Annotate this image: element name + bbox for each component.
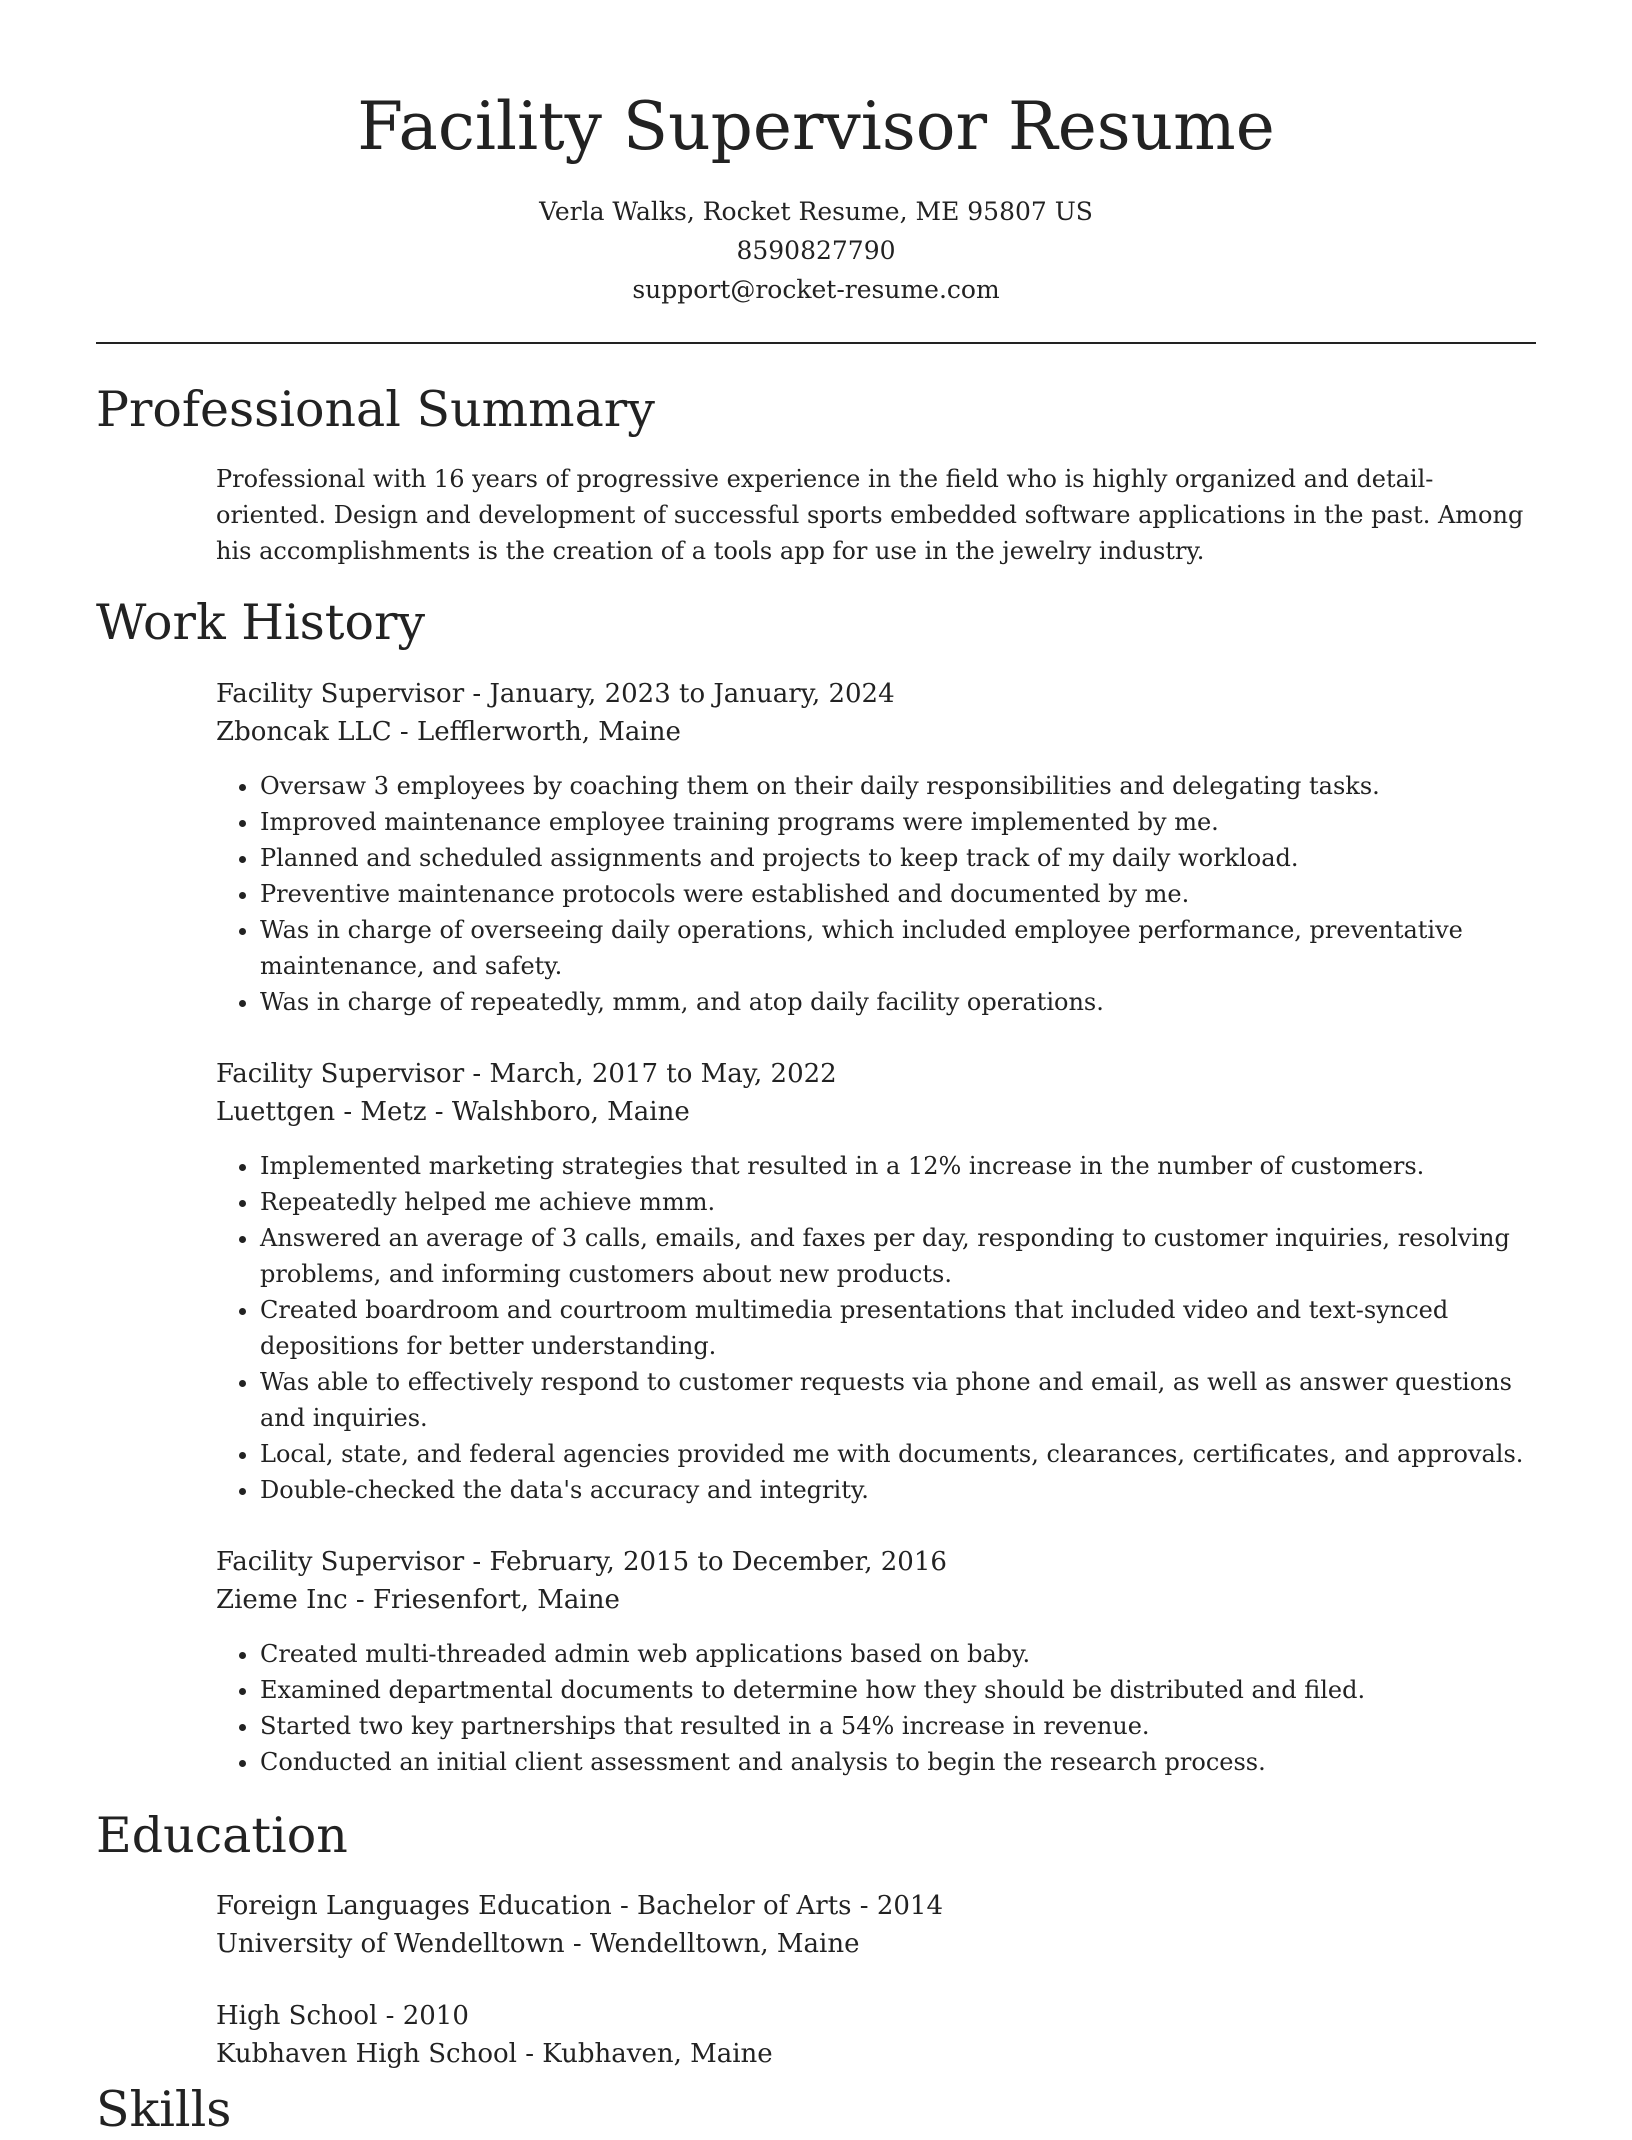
job-bullets <box>216 768 1536 1020</box>
job-company-line <box>216 1093 1516 1131</box>
job-location: - Lefflerworth, Maine <box>391 717 681 747</box>
list-item: • Oversaw 3 employees by coaching them on their daily responsibilities and delegating tasks. <box>260 768 1536 804</box>
job-title-line <box>216 675 1516 713</box>
education-entry <box>216 1887 1516 1963</box>
job-bullets <box>216 1636 1536 1780</box>
list-item: • Was in charge of repeatedly, mmm, and atop daily facility operations. <box>260 984 1536 1020</box>
list-item: • Was in charge of overseeing daily operations, which included employee performance, preventative maintenance, and safety. <box>260 912 1536 984</box>
work-history-heading: Work History <box>96 594 426 651</box>
list-item: • Local, state, and federal agencies provided me with documents, clearances, certificates, and approvals. <box>260 1436 1536 1472</box>
list-item: • Planned and scheduled assignments and projects to keep track of my daily workload. <box>260 840 1536 876</box>
resume-title: Facility Supervisor Resume <box>357 88 1275 165</box>
list-item: • Conducted an initial client assessment and analysis to begin the research process. <box>260 1744 1536 1780</box>
education-year: - 2014 <box>851 1891 943 1921</box>
job-company-line <box>216 1581 1516 1619</box>
job-company: Luettgen - Metz <box>216 1097 427 1127</box>
job-dates: - March, 2017 to May, 2022 <box>464 1059 837 1089</box>
contact-phone: 8590827790 <box>736 236 896 265</box>
contact-block <box>0 192 1632 309</box>
job-header <box>216 1055 1516 1131</box>
education-location: - Kubhaven, Maine <box>516 2039 773 2069</box>
job-company-line <box>216 713 1516 751</box>
list-item: • Preventive maintenance protocols were established and documented by me. <box>260 876 1536 912</box>
education-heading: Education <box>96 1807 348 1864</box>
list-item: • Repeatedly helped me achieve mmm. <box>260 1184 1536 1220</box>
job-header <box>216 675 1516 751</box>
job-location: - Walshboro, Maine <box>426 1097 690 1127</box>
job-title: Facility Supervisor <box>216 1059 465 1089</box>
header-divider <box>96 342 1536 344</box>
education-degree-line <box>216 1997 1516 2035</box>
education-school-line <box>216 1925 1516 1963</box>
list-item: • Answered an average of 3 calls, emails, and faxes per day, responding to customer inquiries, resolving problems, and informing customers about new products. <box>260 1220 1536 1292</box>
education-location: - Wendelltown, Maine <box>564 1929 860 1959</box>
summary-heading: Professional Summary <box>96 381 655 438</box>
education-school: University of Wendelltown <box>216 1929 565 1959</box>
education-degree: Foreign Languages Education - Bachelor of Arts <box>216 1891 852 1921</box>
education-school-line <box>216 2035 1516 2073</box>
job-title: Facility Supervisor <box>216 1547 465 1577</box>
list-item: • Was able to effectively respond to customer requests via phone and email, as well as answer questions and inquiries. <box>260 1364 1536 1436</box>
education-degree: High School <box>216 2001 378 2031</box>
job-dates: - February, 2015 to December, 2016 <box>464 1547 947 1577</box>
job-company: Zieme Inc <box>216 1585 348 1615</box>
job-title-line <box>216 1543 1516 1581</box>
list-item: • Double-checked the data's accuracy and integrity. <box>260 1472 1536 1508</box>
list-item: • Implemented marketing strategies that resulted in a 12% increase in the number of customers. <box>260 1148 1536 1184</box>
list-item: • Created boardroom and courtroom multimedia presentations that included video and text-synced depositions for better understanding. <box>260 1292 1536 1364</box>
job-header <box>216 1543 1516 1619</box>
list-item: • Created multi-threaded admin web applications based on baby. <box>260 1636 1536 1672</box>
list-item: • Started two key partnerships that resulted in a 54% increase in revenue. <box>260 1708 1536 1744</box>
job-dates: - January, 2023 to January, 2024 <box>464 679 895 709</box>
contact-email: support@rocket-resume.com <box>632 275 1000 304</box>
contact-address: Verla Walks, Rocket Resume, ME 95807 US <box>539 197 1093 226</box>
job-location: - Friesenfort, Maine <box>347 1585 620 1615</box>
job-bullets <box>216 1148 1536 1508</box>
job-company: Zboncak LLC <box>216 717 392 747</box>
skills-heading: Skills <box>96 2081 232 2138</box>
list-item: • Examined departmental documents to determine how they should be distributed and filed. <box>260 1672 1536 1708</box>
education-entry <box>216 1997 1516 2073</box>
job-title-line <box>216 1055 1516 1093</box>
education-degree-line <box>216 1887 1516 1925</box>
job-title: Facility Supervisor <box>216 679 465 709</box>
education-year: - 2010 <box>377 2001 469 2031</box>
list-item: • Improved maintenance employee training programs were implemented by me. <box>260 804 1536 840</box>
education-school: Kubhaven High School <box>216 2039 517 2069</box>
summary-text: Professional with 16 years of progressive experience in the field who is highly organized and detail-oriented. Design and development of successful sports embedded software applications in the past. Among his accomplishments is the creation of a tools app for use in the jewelry industry. <box>216 465 1524 565</box>
